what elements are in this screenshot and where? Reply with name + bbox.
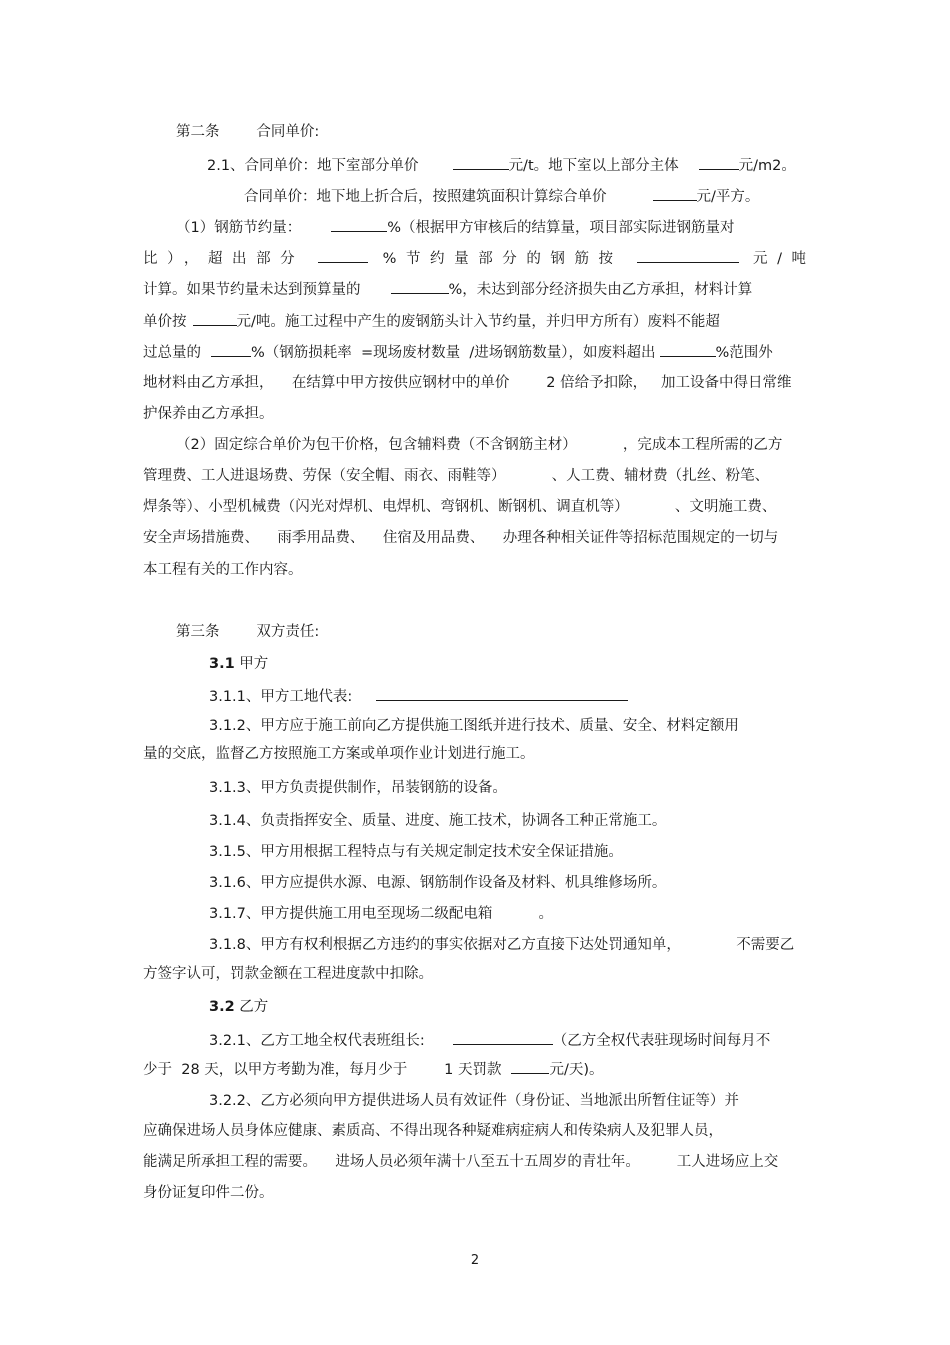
paragraph-line: 本工程有关的工作内容。 <box>143 562 303 578</box>
text: 过总量的 <box>143 345 201 361</box>
clause-3-2-2-line: 应确保进场人员身体应健康、素质高、不得出现各种疑难病症病人和传染病人及犯罪人员， <box>143 1123 723 1139</box>
clause-3-1-5: 3.1.5、甲方用根据工程特点与有关规定制定技术安全保证措施。 <box>209 844 623 860</box>
text: 元/平方。 <box>696 189 760 205</box>
text: 元/m2。 <box>738 158 796 174</box>
material-price-line <box>143 311 720 331</box>
clause-3-1-3: 3.1.3、甲方负责提供制作，吊装钢筋的设备。 <box>209 780 507 796</box>
text: 元/天)。 <box>549 1062 604 1078</box>
blank-field <box>391 279 449 294</box>
text: 3.1.1、甲方工地代表: <box>209 689 353 705</box>
clause-3-1-6: 3.1.6、甲方应提供水源、电源、钢筋制作设备及材料、机具维修场所。 <box>209 875 667 891</box>
clause-3-1-2-line: 量的交底，监督乙方按照施工方案或单项作业计划进行施工。 <box>143 746 535 762</box>
text: 计算。如果节约量未达到预算量的 <box>143 282 361 298</box>
clause-3-2-1-line <box>209 1030 770 1050</box>
text: %，未达到部分经济损失由乙方承担，材料计算 <box>448 282 753 298</box>
paragraph-line: 地材料由乙方承担， 在结算中甲方按供应钢材中的单价 2 倍给予扣除， 加工设备中得日常维 <box>143 375 792 391</box>
text: 乙方 <box>234 999 269 1015</box>
blank-field <box>653 186 697 201</box>
steel-saving-line <box>176 217 735 237</box>
article2-heading: 第二条 合同单价: <box>176 124 320 140</box>
blank-field <box>331 217 387 232</box>
clause-3-1-1 <box>209 686 628 706</box>
article3-heading: 第三条 双方责任: <box>176 624 320 640</box>
unit-price-combined-line <box>244 186 759 206</box>
clause-3-1-4: 3.1.4、负责指挥安全、质量、进度、施工技术，协调各工种正常施工。 <box>209 813 667 829</box>
text: 元/吨 <box>753 251 807 267</box>
blank-field <box>376 686 628 701</box>
clause-3-1-7: 3.1.7、甲方提供施工用电至现场二级配电箱 。 <box>209 906 553 922</box>
text: %节约量部分的钢筋按 <box>382 251 623 267</box>
section-number: 3.2 <box>209 999 235 1015</box>
clause-3-2-2-line: 能满足所承担工程的需要。 进场人员必须年满十八至五十五周岁的青壮年。 工人进场应上交 <box>143 1154 779 1170</box>
budget-line <box>143 279 752 299</box>
party-a-title <box>209 655 268 673</box>
paragraph-line: 安全声场措施费、 雨季用品费、 住宿及用品费、 办理各种相关证件等招标范围规定的一切与 <box>143 530 779 546</box>
clause-3-1-8-line: 方签字认可，罚款金额在工程进度款中扣除。 <box>143 966 433 982</box>
steel-excess-line <box>143 248 806 268</box>
text: 3.2.1、乙方工地全权代表班组长: <box>209 1033 425 1049</box>
paragraph-line: （2）固定综合单价为包干价格，包含辅料费（不含钢筋主材） ，完成本工程所需的乙方 <box>176 437 783 453</box>
party-b-title <box>209 998 268 1016</box>
text: （1）钢筋节约量： <box>176 220 302 236</box>
blank-field <box>699 155 739 170</box>
blank-field <box>637 248 739 263</box>
clause-3-2-2-line: 身份证复印件二份。 <box>143 1185 274 1201</box>
text: 元/吨。施工过程中产生的废钢筋头计入节约量，并归甲方所有）废料不能超 <box>236 314 720 330</box>
text: 合同单价：地下地上折合后，按照建筑面积计算综合单价 <box>244 189 607 205</box>
text: 单价按 <box>143 314 187 330</box>
text: %范围外 <box>715 345 773 361</box>
blank-field <box>193 311 237 326</box>
clause-3-1-8-line: 3.1.8、甲方有权利根据乙方违约的事实依据对乙方直接下达处罚通知单， 不需要乙 <box>209 937 795 953</box>
paragraph-line: 焊条等）、小型机械费（闪光对焊机、电焊机、弯钢机、断钢机、调直机等） 、文明施工费、 <box>143 499 777 515</box>
clause-3-1-2-line: 3.1.2、甲方应于施工前向乙方提供施工图纸并进行技术、质量、安全、材料定额用 <box>209 718 739 734</box>
clause-3-2-1-line <box>143 1059 604 1079</box>
text: %（根据甲方审核后的结算量，项目部实际进钢筋量对 <box>387 220 735 236</box>
clause-3-2-2-line: 3.2.2、乙方必须向甲方提供进场人员有效证件（身份证、当地派出所暂住证等）并 <box>209 1093 739 1109</box>
text: 元/t。地下室以上部分主体 <box>508 158 679 174</box>
blank-field <box>318 248 368 263</box>
blank-field <box>453 155 509 170</box>
unit-price-basement-line <box>207 155 796 175</box>
section-number: 3.1 <box>209 656 235 672</box>
blank-field <box>511 1059 549 1074</box>
page-number: 2 <box>470 1253 480 1268</box>
paragraph-line: 护保养由乙方承担。 <box>143 406 274 422</box>
blank-field <box>453 1030 553 1045</box>
text: 甲方 <box>234 656 269 672</box>
text: 少于 28 天，以甲方考勤为准，每月少于 1 天罚款 <box>143 1062 502 1078</box>
paragraph-line: 管理费、工人进退场费、劳保（安全帽、雨衣、雨鞋等） 、人工费、辅材费（扎丝、粉笔、 <box>143 468 770 484</box>
text: 比），超出部分 <box>143 251 305 267</box>
text: %（钢筋损耗率 =现场废材数量 /进场钢筋数量），如废料超出 <box>251 345 656 361</box>
blank-field <box>211 342 251 357</box>
text: 2.1、合同单价：地下室部分单价 <box>207 158 419 174</box>
blank-field <box>660 342 716 357</box>
waste-limit-line <box>143 342 773 362</box>
text: （乙方全权代表驻现场时间每月不 <box>552 1033 771 1049</box>
